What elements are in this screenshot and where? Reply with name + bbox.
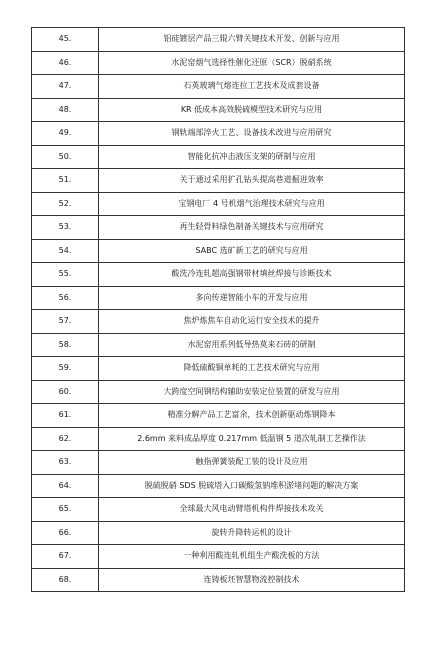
row-number: 51. xyxy=(32,169,99,193)
table-row xyxy=(32,169,405,193)
row-number: 63. xyxy=(32,451,99,475)
project-title: 铝硅镀层产品三辊六臂关键技术开发、创新与应用 xyxy=(99,28,405,52)
project-title: 水泥窑烟气选择性催化还原（SCR）脱硝系统 xyxy=(99,51,405,75)
row-number: 60. xyxy=(32,380,99,404)
row-number: 68. xyxy=(32,568,99,592)
table-row xyxy=(32,216,405,240)
row-number: 50. xyxy=(32,145,99,169)
project-title: 精准分解产品工艺富余，技术创新驱动炼钢降本 xyxy=(99,404,405,428)
row-number: 56. xyxy=(32,286,99,310)
project-title: 2.6mm 来料成品厚度 0.217mm 低温钢 5 道次轧制工艺操作法 xyxy=(99,427,405,451)
table-row xyxy=(32,333,405,357)
row-number: 53. xyxy=(32,216,99,240)
table-row xyxy=(32,263,405,287)
table-row xyxy=(32,145,405,169)
table-row xyxy=(32,357,405,381)
table-row xyxy=(32,98,405,122)
table-row xyxy=(32,568,405,592)
project-title: 焦炉炼焦车自动化运行安全技术的提升 xyxy=(99,310,405,334)
project-title: 触指弹簧装配工装的设计及应用 xyxy=(99,451,405,475)
row-number: 66. xyxy=(32,521,99,545)
project-title: 宝钢电厂 4 号机烟气治理技术研究与应用 xyxy=(99,192,405,216)
project-title: KR 低成本高效脱硫模型技术研究与应用 xyxy=(99,98,405,122)
project-title: 连铸板坯智慧物流控制技术 xyxy=(99,568,405,592)
project-title: 水泥窑用系列低导热莫来石砖的研制 xyxy=(99,333,405,357)
row-number: 47. xyxy=(32,75,99,99)
table-row xyxy=(32,545,405,569)
table-row xyxy=(32,380,405,404)
row-number: 55. xyxy=(32,263,99,287)
table-row xyxy=(32,122,405,146)
table-row xyxy=(32,75,405,99)
row-number: 67. xyxy=(32,545,99,569)
table-row xyxy=(32,51,405,75)
row-number: 48. xyxy=(32,98,99,122)
row-number: 65. xyxy=(32,498,99,522)
row-number: 59. xyxy=(32,357,99,381)
project-title: 脱硫脱硝 SDS 脱硫塔入口碳酸氢钠堆积淤堵问题的解决方案 xyxy=(99,474,405,498)
row-number: 49. xyxy=(32,122,99,146)
project-title: 钢轨端部淬火工艺、设备技术改进与应用研究 xyxy=(99,122,405,146)
row-number: 64. xyxy=(32,474,99,498)
table-row xyxy=(32,521,405,545)
row-number: 54. xyxy=(32,239,99,263)
project-title: 石英玻璃气熔连拉工艺技术及成套设备 xyxy=(99,75,405,99)
row-number: 61. xyxy=(32,404,99,428)
row-number: 62. xyxy=(32,427,99,451)
table-row xyxy=(32,451,405,475)
row-number: 52. xyxy=(32,192,99,216)
row-number: 46. xyxy=(32,51,99,75)
project-title: 关于通过采用扩孔钻头提高巷道掘进效率 xyxy=(99,169,405,193)
project-title: 酸洗冷连轧超高强钢带材填丝焊接与诊断技术 xyxy=(99,263,405,287)
project-title: 一种利用酸连轧机组生产酸洗板的方法 xyxy=(99,545,405,569)
table-row xyxy=(32,239,405,263)
table-row xyxy=(32,28,405,52)
project-title: 降低硫酸铜单耗的工艺技术研究与应用 xyxy=(99,357,405,381)
project-table xyxy=(31,27,405,592)
project-title: 再生轻骨料绿色制备关键技术与应用研究 xyxy=(99,216,405,240)
row-number: 58. xyxy=(32,333,99,357)
table-row xyxy=(32,192,405,216)
table-row xyxy=(32,310,405,334)
project-title: 全球最大风电动臂塔机构件焊接技术攻关 xyxy=(99,498,405,522)
project-title: 大跨度空间钢结构辅助安装定位装置的研发与应用 xyxy=(99,380,405,404)
table-row xyxy=(32,286,405,310)
project-title: 智能化抗冲击液压支架的研制与应用 xyxy=(99,145,405,169)
project-title: SABC 选矿新工艺的研究与应用 xyxy=(99,239,405,263)
project-title: 多向传递智能小车的开发与应用 xyxy=(99,286,405,310)
table-row xyxy=(32,498,405,522)
table-row xyxy=(32,474,405,498)
row-number: 45. xyxy=(32,28,99,52)
row-number: 57. xyxy=(32,310,99,334)
project-table-body xyxy=(32,28,405,592)
table-row xyxy=(32,427,405,451)
project-title: 旋转升降转运机的设计 xyxy=(99,521,405,545)
table-row xyxy=(32,404,405,428)
